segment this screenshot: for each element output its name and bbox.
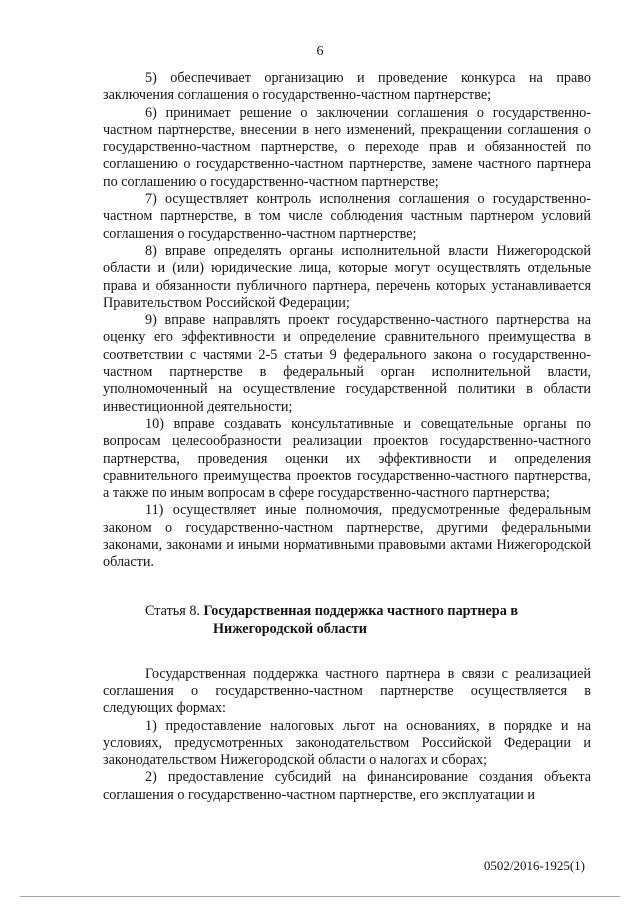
paragraph-form-2: 2) предоставление субсидий на финансирование создания объекта соглашения о государственно-частном партнерстве, его эксплуатации и [103, 769, 591, 803]
article-number: Статья 8. [145, 602, 200, 619]
paragraph-form-1: 1) предоставление налоговых льгот на основаниях, в порядке и на условиях, предусмотренных законодательством Российской Федерации и законодательством Нижегородской области о налогах и сборах; [103, 717, 591, 769]
document-code: 0502/2016-1925(1) [483, 858, 585, 873]
paragraph-item-11: 11) осуществляет иные полномочия, предусмотренные федеральным законом о государственно-частном партнерстве, другими федеральными законами, законами и иными нормативными правовыми актами Нижегородской области. [103, 502, 591, 571]
paragraph-item-9: 9) вправе направлять проект государственно-частного партнерства на оценку его эффективности и определение сравнительного преимущества в соответствии с частями 2-5 статьи 9 федерального закона о государственно-частном партнерстве в федеральный орган исполнительной власти, уполномоченный на осуществление государственной политики в области инвестиционной деятельности; [103, 312, 591, 415]
article-title-line1: Государственная поддержка частного партнера в [203, 602, 518, 619]
paragraph-item-10: 10) вправе создавать консультативные и совещательные органы по вопросам целесообразности реализации проектов государственно-частного партнерства, проведения оценки их эффективности и определения сравнительного преимущества проектов государственно-частного партнерства, а также по иным вопросам в сфере государственно-частного партнерства; [103, 415, 591, 502]
paragraph-item-5: 5) обеспечивает организацию и проведение конкурса на право заключения соглашения о государственно-частном партнерстве; [103, 70, 591, 104]
paragraph-intro: Государственная поддержка частного партнера в связи с реализацией соглашения о государственно-частном партнерстве осуществляется в следующих формах: [103, 665, 591, 717]
paragraph-item-6: 6) принимает решение о заключении соглашения о государственно-частном партнерстве, внесении в него изменений, прекращении соглашения о государственно-частном партнерстве, о переходе прав и обязанностей по соглашению о государственно-частном партнерстве, замене частного партнера по соглашению о государственно-частном партнерстве; [103, 104, 591, 190]
article-heading [103, 602, 591, 638]
paragraph-item-7: 7) осуществляет контроль исполнения соглашения о государственно-частном партнерстве, в том числе соблюдения частным партнером условий соглашения о государственно-частном партнерстве; [103, 191, 591, 242]
document-body [103, 70, 591, 804]
paragraph-item-8: 8) вправе определять органы исполнительной власти Нижегородской области и (или) юридические лица, которые могут осуществлять отдельные права и обязанности публичного партнера, перечень которых устанавливается Правительством Российской Федерации; [103, 242, 591, 311]
scan-edge-line [20, 896, 620, 897]
article-title-line2: Нижегородской области [213, 620, 367, 637]
page-number: 6 [316, 44, 324, 59]
